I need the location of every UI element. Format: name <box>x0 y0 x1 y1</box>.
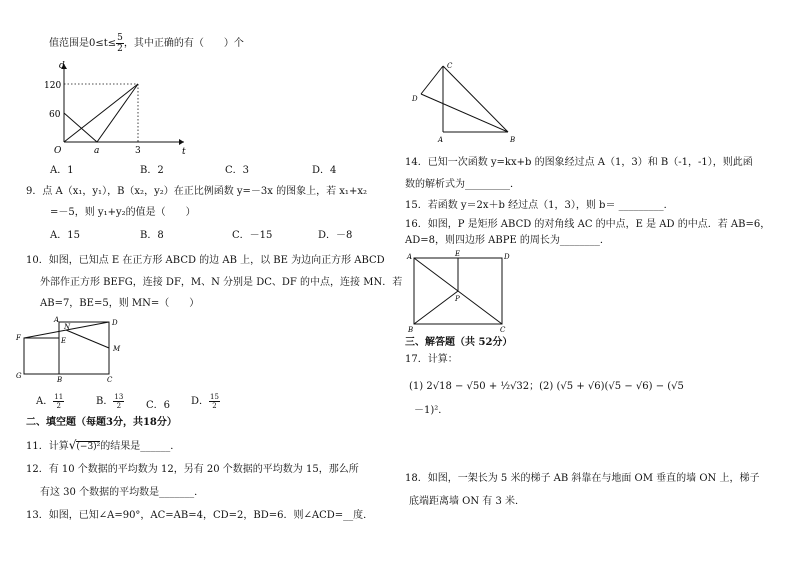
q16-line1: 16．如图，P 是矩形 ABCD 的对角线 AC 的中点，E 是 AD 的中点．若 AB=6， <box>405 219 771 230</box>
q10-label-d: D <box>112 319 118 327</box>
q16-label-c: C <box>500 326 506 334</box>
q14-line1: 14．已知一次函数 y=kx+b 的图象经过点 A（1，3）和 B（-1，-1），则此函 <box>405 157 753 168</box>
q8-option-a[interactable]: A．1 <box>50 165 74 176</box>
q10-label-c: C <box>107 376 113 384</box>
q10-label-b: B <box>57 376 63 384</box>
q10-option-a[interactable]: A． $\frac{11}{2}$ <box>36 393 64 410</box>
q16-label-a: A <box>407 253 413 261</box>
q8-distance-time-graph <box>34 58 204 158</box>
q8-tick-120: 120 <box>44 81 62 91</box>
q8-tail <box>49 33 244 54</box>
q10-label-n: N <box>64 323 71 331</box>
q12-line1: 12．有 10 个数据的平均数为 12，另有 20 个数据的平均数为 15，那么所 <box>26 464 359 475</box>
q8-option-b[interactable]: B．2 <box>140 165 164 176</box>
q10-label-a: A <box>54 316 60 324</box>
q8-tick-60: 60 <box>49 110 61 120</box>
q14-line2: 数的解析式为_________． <box>405 179 520 190</box>
q16-label-p: P <box>455 295 460 303</box>
q8-x-axis-label: t <box>182 147 186 157</box>
q16-line2: AD=8，则四边形 ABPE 的周长为________． <box>405 235 610 246</box>
q16-label-e: E <box>455 250 461 258</box>
q18-line1: 18．如图，一架长为 5 米的梯子 AB 斜靠在与地面 OM 垂直的墙 ON 上，梯子 <box>405 473 760 484</box>
q8-tick-3: 3 <box>135 146 141 156</box>
q13-label-c: C <box>447 62 453 70</box>
q10-line2: 外部作正方形 BEFG，连接 DF，M、N 分别是 DC、DF 的中点，连接 MN．若 <box>40 277 403 288</box>
q8-option-d[interactable]: D．4 <box>312 165 337 176</box>
q10-line1: 10．如图，已知点 E 在正方形 ABCD 的边 AB 上，以 BE 为边向正方形 ABCD <box>26 255 385 266</box>
section-2-heading: 二、填空题（每题3分，共18分） <box>26 417 177 428</box>
q15-text: 15．若函数 y＝2x＋b 经过点（1，3），则 b＝ _________． <box>405 200 674 211</box>
q12-line2: 有这 30 个数据的平均数是_______． <box>40 487 205 498</box>
q10-line3: AB=7，BE=5，则 MN=（ ） <box>40 298 200 309</box>
q8-option-c[interactable]: C．3 <box>225 165 250 176</box>
q17-expression-line1: (1) 2√18 − √50 + ½√32；(2) (√5 + √6)(√5 − √6) − (√5 <box>409 381 684 392</box>
q10-option-b[interactable]: B． $\frac{13}{2}$ <box>96 393 124 410</box>
q18-line2: 底端距离墙 ON 有 3 米． <box>409 496 526 507</box>
q9-option-b[interactable]: B．8 <box>140 230 164 241</box>
q13-label-d: D <box>412 95 418 103</box>
q8-tail-post: ，其中正确的有（ ）个 <box>123 38 244 49</box>
q8-tick-a: a <box>94 146 100 156</box>
q16-label-d: D <box>504 253 510 261</box>
q13-label-a: A <box>438 136 444 144</box>
q10-label-m: M <box>113 345 121 353</box>
q10-label-f: F <box>16 334 21 342</box>
q10-label-g: G <box>16 372 22 380</box>
q16-label-b: B <box>408 326 414 334</box>
q8-tail-fraction: $\frac{5}{2}$ <box>117 33 123 54</box>
q17-expression-line2: －1)²． <box>414 405 449 416</box>
q13-text: 13．如图，已知∠A=90°，AC=AB=4，CD=2，BD=6．则∠ACD=__度． <box>26 510 374 521</box>
q11-radical: √(−3)² <box>68 438 101 452</box>
q9-option-d[interactable]: D．－8 <box>318 230 353 241</box>
q17-title: 17．计算： <box>405 354 458 365</box>
section-3-heading: 三、解答题（共 52分） <box>405 337 513 348</box>
q9-line2: =－5，则 y₁+y₂的值是（ ） <box>50 207 196 218</box>
q16-rectangle-figure <box>404 250 514 335</box>
q10-square-figure <box>14 316 129 386</box>
q9-option-c[interactable]: C．－15 <box>232 230 273 241</box>
q8-tail-pre: 值范围是0≤t≤ <box>49 38 117 49</box>
q13-label-b: B <box>510 136 516 144</box>
q11: 11．计算√(−3)²的结果是______． <box>26 438 181 452</box>
q10-option-c[interactable]: C．6 <box>146 400 171 411</box>
q13-triangle-figure <box>408 58 518 148</box>
q8-origin-label: O <box>54 146 62 156</box>
q9-option-a[interactable]: A．15 <box>50 230 80 241</box>
q9-line1: 9．点 A（x₁，y₁），B（x₂，y₂）在正比例函数 y=－3x 的图象上，若 x₁+x₂ <box>26 186 367 197</box>
q10-option-d[interactable]: D． $\frac{15}{2}$ <box>191 393 219 410</box>
q8-y-axis-label: d <box>59 61 65 71</box>
q10-label-e: E <box>61 337 67 345</box>
